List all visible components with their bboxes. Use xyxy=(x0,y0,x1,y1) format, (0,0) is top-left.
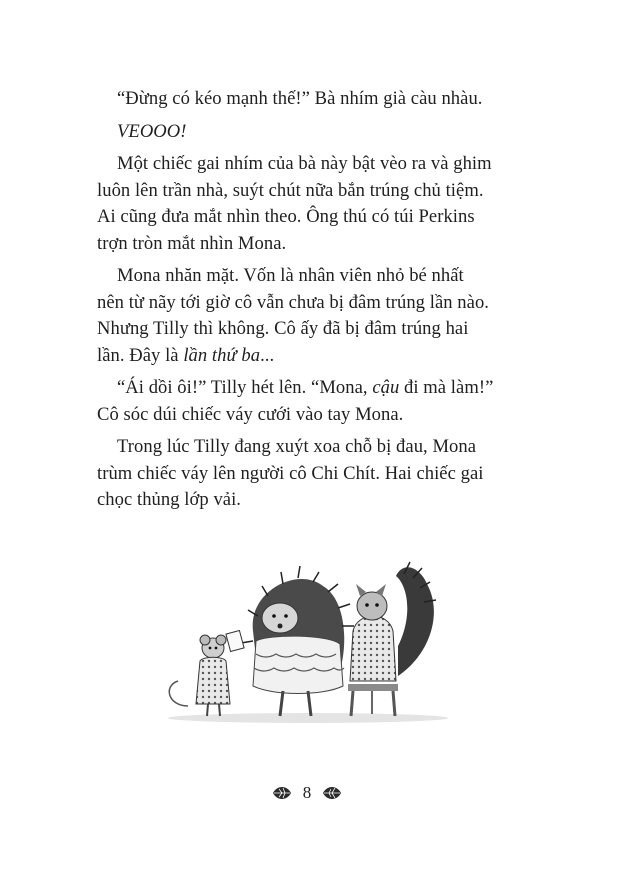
text-run: trợn tròn mắt nhìn Mona. xyxy=(97,232,287,254)
text-line xyxy=(97,402,537,429)
text-run: ... xyxy=(260,344,275,366)
text-run: trùm chiếc váy lên người cô Chi Chít. Hai chiếc gai xyxy=(97,462,484,484)
text-line xyxy=(97,316,537,343)
text-line xyxy=(97,487,537,514)
page-footer xyxy=(262,780,352,806)
text-run: luôn lên trần nhà, suýt chút nữa bắn trúng chủ tiệm. xyxy=(97,179,484,201)
paragraph xyxy=(117,86,537,113)
italic-text: lần thứ ba xyxy=(183,344,261,366)
italic-text: cậu xyxy=(372,377,400,398)
text-line xyxy=(97,461,537,488)
text-line xyxy=(97,231,537,258)
page-number: 8 xyxy=(302,783,312,802)
paragraph xyxy=(97,375,537,428)
text-line xyxy=(117,263,537,290)
text-line xyxy=(117,434,537,461)
text-line xyxy=(97,178,537,205)
text-run: Trong lúc Tilly đang xuýt xoa chỗ bị đau, Mona xyxy=(117,436,477,457)
paragraph xyxy=(117,119,537,146)
text-run: Ai cũng đưa mắt nhìn theo. Ông thú có túi Perkins xyxy=(97,206,475,227)
text-line xyxy=(117,375,537,402)
italic-text: VEOOO! xyxy=(117,120,187,142)
text-run: đi mà làm!” xyxy=(399,377,494,398)
paragraph xyxy=(97,434,537,514)
hedgehog-squirrel-mouse-illustration xyxy=(158,556,458,726)
text-run: Một chiếc gai nhím của bà này bật vèo ra và ghim xyxy=(117,153,492,174)
text-run: Nhưng Tilly thì không. Cô ấy đã bị đâm trúng hai xyxy=(97,318,469,339)
text-line xyxy=(97,290,537,317)
leaf-ornament-icon xyxy=(271,783,293,803)
text-line xyxy=(97,204,537,231)
text-line xyxy=(97,343,537,370)
text-line xyxy=(117,119,537,146)
body-text xyxy=(97,86,537,520)
text-line xyxy=(117,151,537,178)
text-run: chọc thủng lớp vải. xyxy=(97,489,242,510)
paragraph xyxy=(97,151,537,257)
text-run: nên từ nãy tới giờ cô vẫn chưa bị đâm trúng lần nào. xyxy=(97,291,489,313)
text-run: lần. Đây là xyxy=(97,344,184,366)
text-run: Mona nhăn mặt. Vốn là nhân viên nhỏ bé nhất xyxy=(117,265,464,286)
text-run: “Ái dồi ôi!” Tilly hét lên. “Mona, xyxy=(117,377,373,398)
paragraph xyxy=(97,263,537,369)
text-line xyxy=(117,86,537,113)
text-run: “Đừng có kéo mạnh thế!” Bà nhím già càu nhàu. xyxy=(117,88,483,109)
leaf-ornament-icon xyxy=(321,783,343,803)
text-run: Cô sóc dúi chiếc váy cưới vào tay Mona. xyxy=(97,403,404,425)
